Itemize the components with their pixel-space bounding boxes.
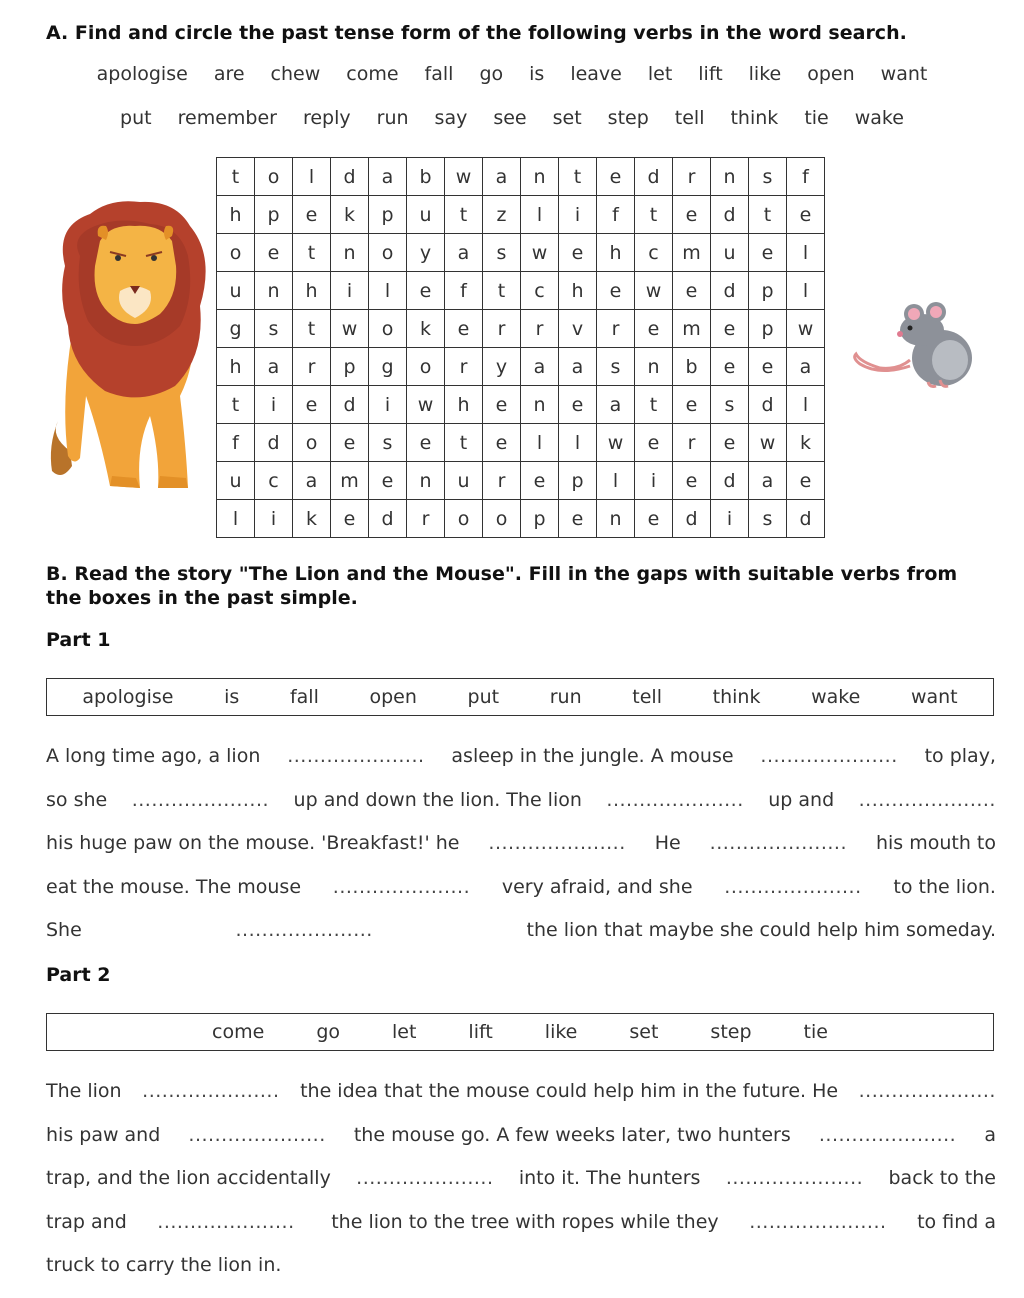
grid-letter[interactable]: b [673, 348, 711, 386]
grid-letter[interactable]: n [407, 462, 445, 500]
verb-word: leave [570, 63, 622, 85]
verb-word: reply [302, 107, 351, 129]
blank-gap[interactable]: ..................... [188, 1123, 326, 1146]
grid-letter[interactable]: a [369, 158, 407, 196]
grid-letter[interactable]: e [407, 272, 445, 310]
grid-letter[interactable]: n [255, 272, 293, 310]
blank-gap[interactable]: ..................... [606, 788, 744, 811]
grid-letter[interactable]: u [445, 462, 483, 500]
verb-word: put [467, 686, 500, 708]
grid-letter[interactable]: n [711, 158, 749, 196]
verb-word: like [544, 1021, 578, 1043]
story-text: She [46, 919, 82, 941]
story-text: trap and [46, 1210, 127, 1233]
story-line [46, 1080, 996, 1124]
grid-letter[interactable]: p [749, 310, 787, 348]
verb-word: lift [698, 63, 723, 85]
blank-gap[interactable]: ..................... [724, 875, 862, 898]
grid-letter[interactable]: l [559, 424, 597, 462]
grid-letter[interactable]: e [673, 272, 711, 310]
story-text: a [984, 1123, 996, 1146]
grid-letter[interactable]: l [787, 234, 825, 272]
grid-letter[interactable]: e [559, 234, 597, 272]
grid-letter[interactable]: r [597, 310, 635, 348]
story-text: very afraid, and she [501, 875, 693, 898]
grid-letter[interactable]: r [293, 348, 331, 386]
verb-word: step [607, 107, 649, 129]
grid-letter[interactable]: z [483, 196, 521, 234]
blank-gap[interactable]: ..................... [488, 832, 626, 854]
verb-word: step [710, 1021, 752, 1043]
grid-letter[interactable]: e [673, 196, 711, 234]
grid-letter[interactable]: h [217, 196, 255, 234]
grid-letter[interactable]: y [407, 234, 445, 272]
grid-letter[interactable]: m [673, 234, 711, 272]
grid-letter[interactable]: c [521, 272, 559, 310]
grid-letter[interactable]: p [255, 196, 293, 234]
grid-letter[interactable]: e [559, 386, 597, 424]
grid-letter[interactable]: t [445, 196, 483, 234]
grid-letter[interactable]: d [749, 386, 787, 424]
grid-letter[interactable]: e [331, 500, 369, 538]
verb-list-row-1 [0, 63, 1024, 85]
grid-letter[interactable]: d [673, 500, 711, 538]
grid-letter[interactable]: t [293, 234, 331, 272]
verb-word: say [434, 107, 468, 129]
verb-word: let [392, 1021, 417, 1043]
grid-letter[interactable]: k [787, 424, 825, 462]
grid-letter[interactable]: e [597, 272, 635, 310]
grid-letter[interactable]: r [483, 462, 521, 500]
section-a-heading: A. Find and circle the past tense form of the following verbs in the word search. [46, 22, 907, 44]
grid-letter[interactable]: t [749, 196, 787, 234]
blank-gap[interactable]: ..................... [709, 832, 847, 854]
grid-letter[interactable]: l [293, 158, 331, 196]
verb-word: is [224, 686, 240, 708]
part-1-word-box [46, 678, 994, 716]
grid-letter[interactable]: u [217, 462, 255, 500]
grid-letter[interactable]: i [559, 196, 597, 234]
grid-letter[interactable]: d [331, 386, 369, 424]
story-text: asleep in the jungle. A mouse [451, 745, 734, 767]
grid-letter[interactable]: a [483, 158, 521, 196]
grid-letter[interactable]: w [597, 424, 635, 462]
part-1-title: Part 1 [46, 629, 111, 651]
verb-word: open [807, 63, 855, 85]
grid-letter[interactable]: k [407, 310, 445, 348]
verb-word: remember [177, 107, 277, 129]
verb-word: think [712, 686, 761, 708]
grid-letter[interactable]: e [787, 196, 825, 234]
grid-letter[interactable]: p [521, 500, 559, 538]
verb-word: go [479, 63, 504, 85]
story-text: truck to carry the lion in. [46, 1254, 282, 1276]
grid-letter[interactable]: d [787, 500, 825, 538]
grid-letter[interactable]: s [483, 234, 521, 272]
verb-word: tell [632, 686, 662, 708]
grid-letter[interactable]: d [711, 462, 749, 500]
grid-letter[interactable]: f [787, 158, 825, 196]
grid-letter[interactable]: n [635, 348, 673, 386]
mouse-illustration [850, 296, 980, 396]
verb-word: run [549, 686, 582, 708]
blank-gap[interactable]: ..................... [287, 745, 425, 767]
word-search-grid [216, 157, 825, 538]
story-line [46, 1254, 996, 1298]
grid-letter[interactable]: y [483, 348, 521, 386]
grid-letter[interactable]: l [787, 386, 825, 424]
grid-letter[interactable]: s [749, 500, 787, 538]
grid-letter[interactable]: e [711, 310, 749, 348]
grid-letter[interactable]: h [597, 234, 635, 272]
verb-word: apologise [96, 63, 188, 85]
grid-letter[interactable]: e [255, 234, 293, 272]
verb-word: like [748, 63, 782, 85]
story-line [46, 919, 996, 963]
story-line [46, 876, 996, 920]
grid-letter[interactable]: s [369, 424, 407, 462]
blank-gap[interactable]: ..................... [858, 788, 996, 811]
grid-letter[interactable]: a [597, 386, 635, 424]
verb-word: wake [811, 686, 861, 708]
verb-word: tie [804, 107, 829, 129]
grid-letter[interactable]: i [255, 386, 293, 424]
verb-word: tell [674, 107, 705, 129]
grid-letter[interactable]: d [635, 158, 673, 196]
grid-letter[interactable]: o [293, 424, 331, 462]
grid-letter[interactable]: o [483, 500, 521, 538]
verb-word: come [212, 1021, 265, 1043]
grid-letter[interactable]: l [521, 196, 559, 234]
grid-letter[interactable]: l [217, 500, 255, 538]
grid-letter[interactable]: d [331, 158, 369, 196]
story-text: up and [768, 788, 835, 811]
grid-letter[interactable]: i [711, 500, 749, 538]
story-text: to play, [924, 745, 996, 767]
grid-letter[interactable]: w [521, 234, 559, 272]
grid-letter[interactable]: t [635, 196, 673, 234]
grid-letter[interactable]: e [711, 348, 749, 386]
verb-word: fall [289, 686, 319, 708]
grid-letter[interactable]: r [521, 310, 559, 348]
grid-letter[interactable]: h [445, 386, 483, 424]
grid-letter[interactable]: u [217, 272, 255, 310]
verb-word: set [629, 1021, 659, 1043]
grid-letter[interactable]: h [293, 272, 331, 310]
story-line [46, 1167, 996, 1211]
lion-illustration [40, 196, 220, 496]
blank-gap[interactable]: ..................... [142, 1080, 280, 1102]
verb-word: want [880, 63, 928, 85]
verb-word: set [552, 107, 582, 129]
blank-gap[interactable]: ..................... [818, 1123, 957, 1146]
blank-gap[interactable]: ..................... [760, 745, 898, 767]
grid-letter[interactable]: g [369, 348, 407, 386]
grid-letter[interactable]: l [597, 462, 635, 500]
part-2-word-box [46, 1013, 994, 1051]
verb-word: lift [468, 1021, 493, 1043]
grid-letter[interactable]: e [635, 424, 673, 462]
grid-letter[interactable]: g [217, 310, 255, 348]
grid-letter[interactable]: m [331, 462, 369, 500]
grid-letter[interactable]: d [711, 272, 749, 310]
story-text: his huge paw on the mouse. 'Breakfast!' he [46, 832, 460, 854]
grid-letter[interactable]: e [787, 462, 825, 500]
grid-letter[interactable]: e [559, 500, 597, 538]
grid-letter[interactable]: n [521, 158, 559, 196]
story-text: eat the mouse. The mouse [46, 875, 302, 898]
grid-letter[interactable]: e [293, 196, 331, 234]
story-line [46, 1124, 996, 1168]
grid-letter[interactable]: d [711, 196, 749, 234]
verb-word: want [910, 686, 958, 708]
grid-letter[interactable]: o [407, 348, 445, 386]
story-text: He [654, 832, 681, 854]
verb-word: go [316, 1021, 340, 1043]
grid-letter[interactable]: k [293, 500, 331, 538]
grid-letter[interactable]: w [407, 386, 445, 424]
grid-letter[interactable]: u [711, 234, 749, 272]
story-text: The lion [46, 1080, 122, 1102]
grid-letter[interactable]: r [407, 500, 445, 538]
grid-letter[interactable]: r [483, 310, 521, 348]
blank-gap[interactable]: ..................... [332, 875, 471, 898]
story-text: so she [46, 788, 108, 811]
verb-word: run [376, 107, 409, 129]
blank-gap[interactable]: ..................... [356, 1167, 494, 1189]
story-line [46, 832, 996, 876]
grid-letter[interactable]: e [407, 424, 445, 462]
grid-letter[interactable]: t [445, 424, 483, 462]
grid-letter[interactable]: w [749, 424, 787, 462]
grid-letter[interactable]: w [635, 272, 673, 310]
story-text: up and down the lion. The lion [293, 788, 582, 811]
grid-letter[interactable]: s [597, 348, 635, 386]
grid-letter[interactable]: e [369, 462, 407, 500]
grid-letter[interactable]: k [331, 196, 369, 234]
grid-letter[interactable]: t [293, 310, 331, 348]
verb-word: put [120, 107, 152, 129]
story-text: his paw and [46, 1123, 161, 1146]
grid-letter[interactable]: e [673, 462, 711, 500]
story-line [46, 789, 996, 833]
story-text: trap, and the lion accidentally [46, 1167, 331, 1189]
grid-letter[interactable]: t [635, 386, 673, 424]
grid-letter[interactable]: e [331, 424, 369, 462]
grid-letter[interactable]: e [445, 310, 483, 348]
blank-gap[interactable]: ..................... [725, 1167, 864, 1189]
grid-letter[interactable]: a [445, 234, 483, 272]
grid-letter[interactable]: i [635, 462, 673, 500]
grid-letter[interactable]: b [407, 158, 445, 196]
verb-word: tie [803, 1021, 828, 1043]
grid-letter[interactable]: u [407, 196, 445, 234]
grid-letter[interactable]: a [521, 348, 559, 386]
grid-letter[interactable]: l [369, 272, 407, 310]
grid-letter[interactable]: i [331, 272, 369, 310]
blank-gap[interactable]: ..................... [157, 1210, 295, 1233]
grid-letter[interactable]: c [635, 234, 673, 272]
grid-letter[interactable]: a [293, 462, 331, 500]
grid-letter[interactable]: e [749, 348, 787, 386]
grid-letter[interactable]: i [369, 386, 407, 424]
story-text: the lion to the tree with ropes while they [325, 1210, 719, 1233]
grid-letter[interactable]: v [559, 310, 597, 348]
grid-letter[interactable]: n [597, 500, 635, 538]
grid-letter[interactable]: e [483, 386, 521, 424]
story-text: the mouse go. A few weeks later, two hunters [353, 1123, 791, 1146]
grid-letter[interactable]: e [635, 310, 673, 348]
blank-gap[interactable]: ..................... [858, 1080, 996, 1102]
story-text: the idea that the mouse could help him in the future. He [300, 1080, 839, 1102]
grid-letter[interactable]: p [559, 462, 597, 500]
blank-gap[interactable]: ..................... [749, 1210, 887, 1233]
verb-word: are [213, 63, 245, 85]
grid-letter[interactable]: e [749, 234, 787, 272]
grid-letter[interactable]: e [293, 386, 331, 424]
story-text: his mouth to [875, 832, 996, 854]
grid-letter[interactable]: w [787, 310, 825, 348]
grid-letter[interactable]: f [597, 196, 635, 234]
verb-word: fall [424, 63, 454, 85]
grid-letter[interactable]: t [217, 386, 255, 424]
grid-letter[interactable]: e [483, 424, 521, 462]
grid-letter[interactable]: s [749, 158, 787, 196]
verb-word: think [730, 107, 779, 129]
blank-gap[interactable]: ..................... [235, 919, 373, 941]
story-text: into it. The hunters [518, 1167, 701, 1189]
part-1-story [46, 745, 996, 963]
grid-letter[interactable]: c [255, 462, 293, 500]
grid-letter[interactable]: s [255, 310, 293, 348]
section-b-heading: B. Read the story "The Lion and the Mouse". Fill in the gaps with suitable verbs from the boxes in the past simple. [46, 563, 958, 609]
grid-letter[interactable]: o [369, 310, 407, 348]
story-text: to the lion. [893, 875, 996, 898]
grid-letter[interactable]: a [255, 348, 293, 386]
verb-word: chew [270, 63, 321, 85]
verb-word: is [529, 63, 545, 85]
grid-letter[interactable]: h [217, 348, 255, 386]
grid-letter[interactable]: w [445, 158, 483, 196]
story-text: back to the [888, 1167, 996, 1189]
grid-letter[interactable]: r [673, 158, 711, 196]
grid-letter[interactable]: m [673, 310, 711, 348]
story-line [46, 1211, 996, 1255]
grid-letter[interactable]: w [331, 310, 369, 348]
verb-word: wake [854, 107, 904, 129]
grid-letter[interactable]: e [711, 424, 749, 462]
story-text: A long time ago, a lion [46, 745, 261, 767]
verb-word: see [493, 107, 527, 129]
grid-letter[interactable]: d [255, 424, 293, 462]
story-text: the lion that maybe she could help him someday. [526, 919, 996, 941]
story-text: to find a [917, 1210, 996, 1233]
grid-letter[interactable]: i [255, 500, 293, 538]
story-line [46, 745, 996, 789]
grid-letter[interactable]: f [445, 272, 483, 310]
verb-list-row-2 [0, 107, 1024, 129]
grid-letter[interactable]: o [255, 158, 293, 196]
grid-letter[interactable]: d [369, 500, 407, 538]
grid-letter[interactable]: e [597, 158, 635, 196]
verb-word: let [647, 63, 673, 85]
grid-letter[interactable]: e [635, 500, 673, 538]
grid-letter[interactable]: t [559, 158, 597, 196]
grid-letter[interactable]: p [369, 196, 407, 234]
grid-letter[interactable]: r [673, 424, 711, 462]
grid-letter[interactable]: o [217, 234, 255, 272]
grid-letter[interactable]: h [559, 272, 597, 310]
grid-letter[interactable]: a [787, 348, 825, 386]
grid-letter[interactable]: p [331, 348, 369, 386]
grid-letter[interactable]: f [217, 424, 255, 462]
grid-letter[interactable]: l [521, 424, 559, 462]
grid-letter[interactable]: a [749, 462, 787, 500]
grid-letter[interactable]: t [217, 158, 255, 196]
grid-letter[interactable]: s [711, 386, 749, 424]
grid-letter[interactable]: l [787, 272, 825, 310]
grid-letter[interactable]: p [749, 272, 787, 310]
part-2-title: Part 2 [46, 964, 111, 986]
blank-gap[interactable]: ..................... [131, 788, 270, 811]
grid-letter[interactable]: r [445, 348, 483, 386]
verb-word: come [346, 63, 399, 85]
grid-letter[interactable]: a [559, 348, 597, 386]
grid-letter[interactable]: e [673, 386, 711, 424]
part-2-story [46, 1080, 996, 1298]
grid-letter[interactable]: n [331, 234, 369, 272]
grid-letter[interactable]: e [521, 462, 559, 500]
grid-letter[interactable]: o [445, 500, 483, 538]
verb-word: apologise [82, 686, 174, 708]
grid-letter[interactable]: n [521, 386, 559, 424]
grid-letter[interactable]: t [483, 272, 521, 310]
grid-letter[interactable]: o [369, 234, 407, 272]
verb-word: open [369, 686, 417, 708]
